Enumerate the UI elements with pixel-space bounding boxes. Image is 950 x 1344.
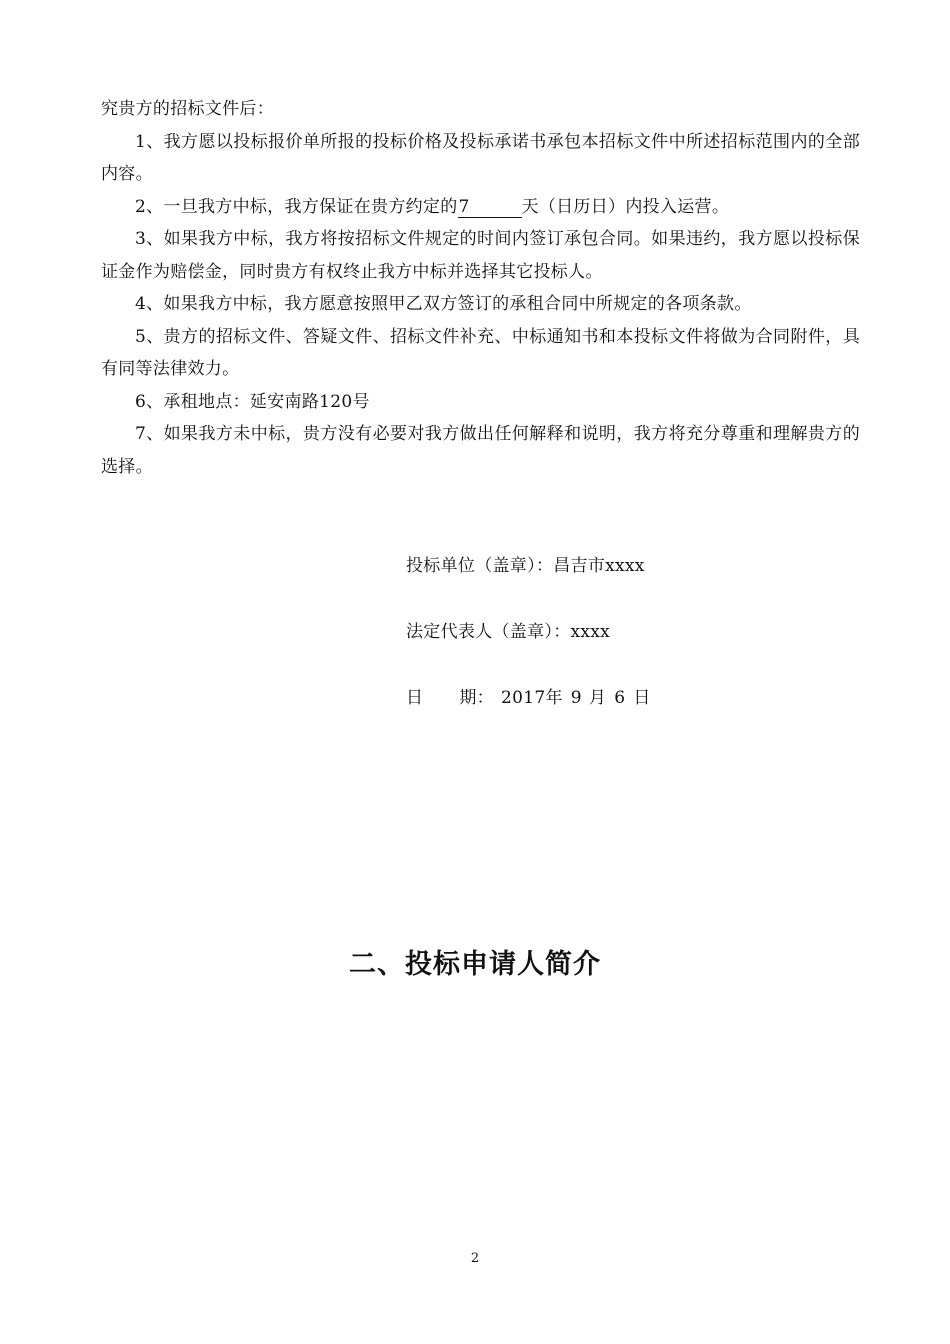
date-year: 2017年 [501, 688, 563, 708]
date-line [406, 682, 651, 714]
date-value [501, 688, 651, 708]
clause-1: 1、我方愿以投标报价单所报的投标价格及投标承诺书承包本招标文件中所述招标范围内的全部内容。 [101, 131, 860, 184]
intro-line: 究贵方的招标文件后： [101, 99, 274, 119]
bidder-value: 昌吉市xxxx [553, 556, 645, 576]
date-month-unit: 月 [588, 688, 607, 708]
clause-2-after: 天（日历日）内投入运营。 [521, 196, 730, 217]
clause-3: 3、如果我方中标，我方将按招标文件规定的时间内签订承包合同。如果违约，我方愿以投标保证金作为赔偿金，同时贵方有权终止我方中标并选择其它投标人。 [101, 229, 860, 282]
representative-value: xxxx [570, 622, 611, 642]
days-blank: 7 [458, 197, 522, 218]
clause-2-before: 2、一旦我方中标，我方保证在贵方约定的 [135, 196, 458, 217]
date-day-unit: 日 [633, 688, 651, 708]
clause-4: 4、如果我方中标，我方愿意按照甲乙双方签订的承租合同中所规定的各项条款。 [135, 294, 752, 314]
clause-5: 5、贵方的招标文件、答疑文件、招标文件补充、中标通知书和本投标文件将做为合同附件，具有同等法律效力。 [101, 326, 860, 379]
bid-letter-body [101, 93, 860, 483]
date-label-char-1: 日 [406, 688, 424, 708]
page-number: 2 [470, 1251, 480, 1266]
clause-6: 6、承租地点：延安南路120号 [135, 391, 370, 412]
bidder-label: 投标单位（盖章）： [406, 556, 554, 576]
date-label-char-2: 期： [459, 688, 494, 708]
date-day: 6 [614, 688, 626, 708]
clause-7: 7、如果我方未中标，贵方没有必要对我方做出任何解释和说明，我方将充分尊重和理解贵方的选择。 [101, 424, 860, 477]
clause-2 [101, 191, 860, 224]
representative-line [406, 616, 610, 648]
date-month: 9 [570, 688, 582, 708]
date-label [406, 682, 501, 714]
section-heading: 二、投标申请人简介 [349, 949, 601, 980]
bidder-line [406, 550, 645, 582]
representative-label: 法定代表人（盖章）： [406, 622, 571, 642]
